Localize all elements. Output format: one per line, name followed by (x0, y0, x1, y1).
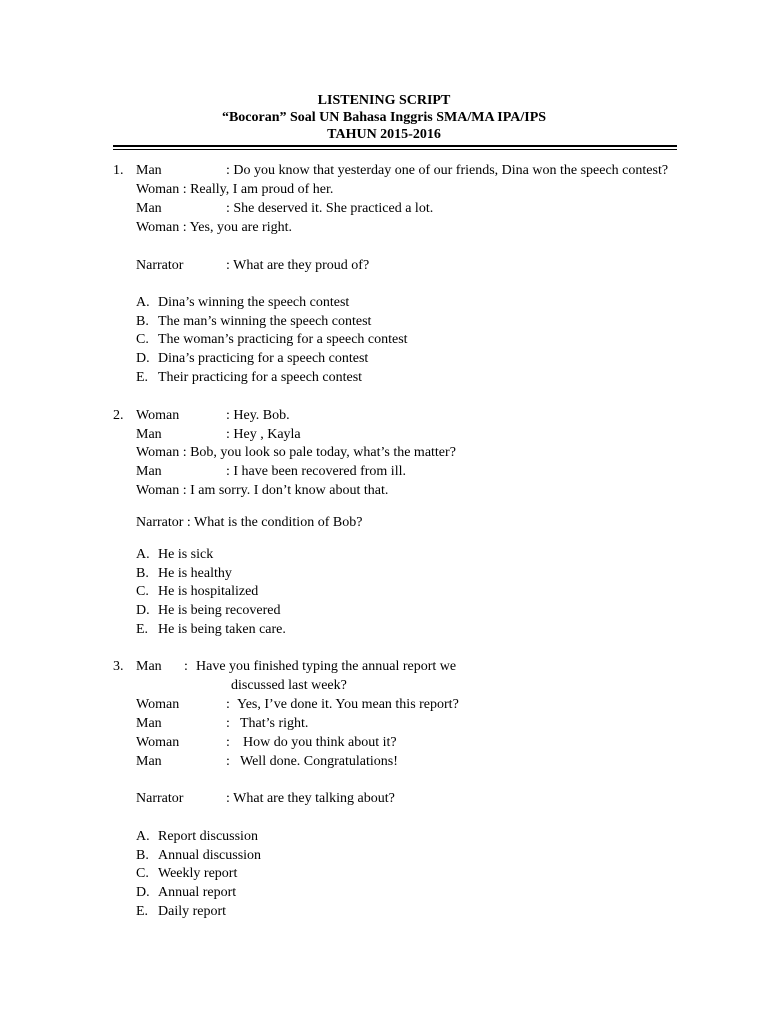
colon: : (226, 716, 230, 731)
utterance-continued: discussed last week? (231, 678, 347, 693)
option-letter: E. (136, 622, 149, 637)
option-letter: C. (136, 332, 149, 347)
option-text: Dina’s winning the speech contest (158, 295, 350, 310)
speaker: Man (136, 201, 162, 216)
speaker: Man (136, 716, 162, 731)
speaker: Woman (136, 735, 180, 750)
utterance: Well done. Congratulations! (240, 754, 398, 769)
narrator-label: Narrator (136, 258, 184, 273)
option-text: He is being taken care. (158, 622, 286, 637)
option-letter: C. (136, 866, 149, 881)
utterance: Yes, I’ve done it. You mean this report? (237, 697, 459, 712)
speaker: Man (136, 659, 162, 674)
option-text: Report discussion (158, 829, 258, 844)
option-letter: A. (136, 547, 150, 562)
option-letter: E. (136, 904, 149, 919)
speaker: Man (136, 754, 162, 769)
narrator-label: Narrator (136, 791, 184, 806)
option-letter: B. (136, 848, 149, 863)
option-text: Their practicing for a speech contest (158, 370, 363, 385)
narrator-question: : What are they talking about? (226, 791, 395, 806)
option-letter: D. (136, 351, 150, 366)
option-letter: C. (136, 584, 149, 599)
option-letter: D. (136, 603, 150, 618)
speaker: Man (136, 464, 162, 479)
option-text: He is healthy (158, 566, 232, 581)
utterance: : I have been recovered from ill. (226, 464, 406, 479)
utterance: : She deserved it. She practiced a lot. (226, 201, 434, 216)
option-letter: A. (136, 295, 150, 310)
speaker-line: Woman : Yes, you are right. (136, 220, 292, 235)
option-letter: D. (136, 885, 150, 900)
utterance: Have you finished typing the annual report we (196, 659, 457, 674)
utterance: : Hey , Kayla (226, 427, 301, 442)
option-text: Annual discussion (158, 848, 262, 863)
option-text: Daily report (158, 904, 227, 919)
option-text: He is sick (158, 547, 214, 562)
option-text: Annual report (158, 885, 237, 900)
colon: : (226, 697, 230, 712)
speaker: Man (136, 427, 162, 442)
question-number: 3. (113, 659, 124, 674)
utterance: How do you think about it? (243, 735, 397, 750)
speaker-line: Woman : Really, I am proud of her. (136, 182, 334, 197)
option-text: The woman’s practicing for a speech contest (158, 332, 408, 347)
utterance: That’s right. (240, 716, 309, 731)
option-letter: A. (136, 829, 150, 844)
colon: : (226, 754, 230, 769)
speaker: Man (136, 163, 162, 178)
utterance: : Hey. Bob. (226, 408, 290, 423)
option-letter: B. (136, 566, 149, 581)
colon: : (226, 735, 230, 750)
option-text: Dina’s practicing for a speech contest (158, 351, 369, 366)
option-text: Weekly report (158, 866, 238, 881)
option-text: The man’s winning the speech contest (158, 314, 372, 329)
speaker-line: Woman : Bob, you look so pale today, what’s the matter? (136, 445, 456, 460)
colon: : (184, 659, 188, 674)
doc-year: TAHUN 2015-2016 (327, 127, 441, 142)
option-text: He is being recovered (158, 603, 281, 618)
speaker: Woman (136, 697, 180, 712)
question-number: 2. (113, 408, 124, 423)
narrator-question: Narrator : What is the condition of Bob? (136, 515, 363, 530)
option-text: He is hospitalized (158, 584, 259, 599)
option-letter: E. (136, 370, 149, 385)
option-letter: B. (136, 314, 149, 329)
question-number: 1. (113, 163, 124, 178)
speaker-line: Woman : I am sorry. I don’t know about that. (136, 483, 389, 498)
doc-title: LISTENING SCRIPT (317, 93, 451, 108)
header-rule-thick (113, 145, 677, 147)
doc-subtitle: “Bocoran” Soal UN Bahasa Inggris SMA/MA IPA/IPS (221, 110, 547, 125)
utterance: : Do you know that yesterday one of our friends, Dina won the speech contest? (226, 163, 669, 178)
speaker: Woman (136, 408, 180, 423)
header-rule-thin (113, 149, 677, 150)
narrator-question: : What are they proud of? (226, 258, 370, 273)
